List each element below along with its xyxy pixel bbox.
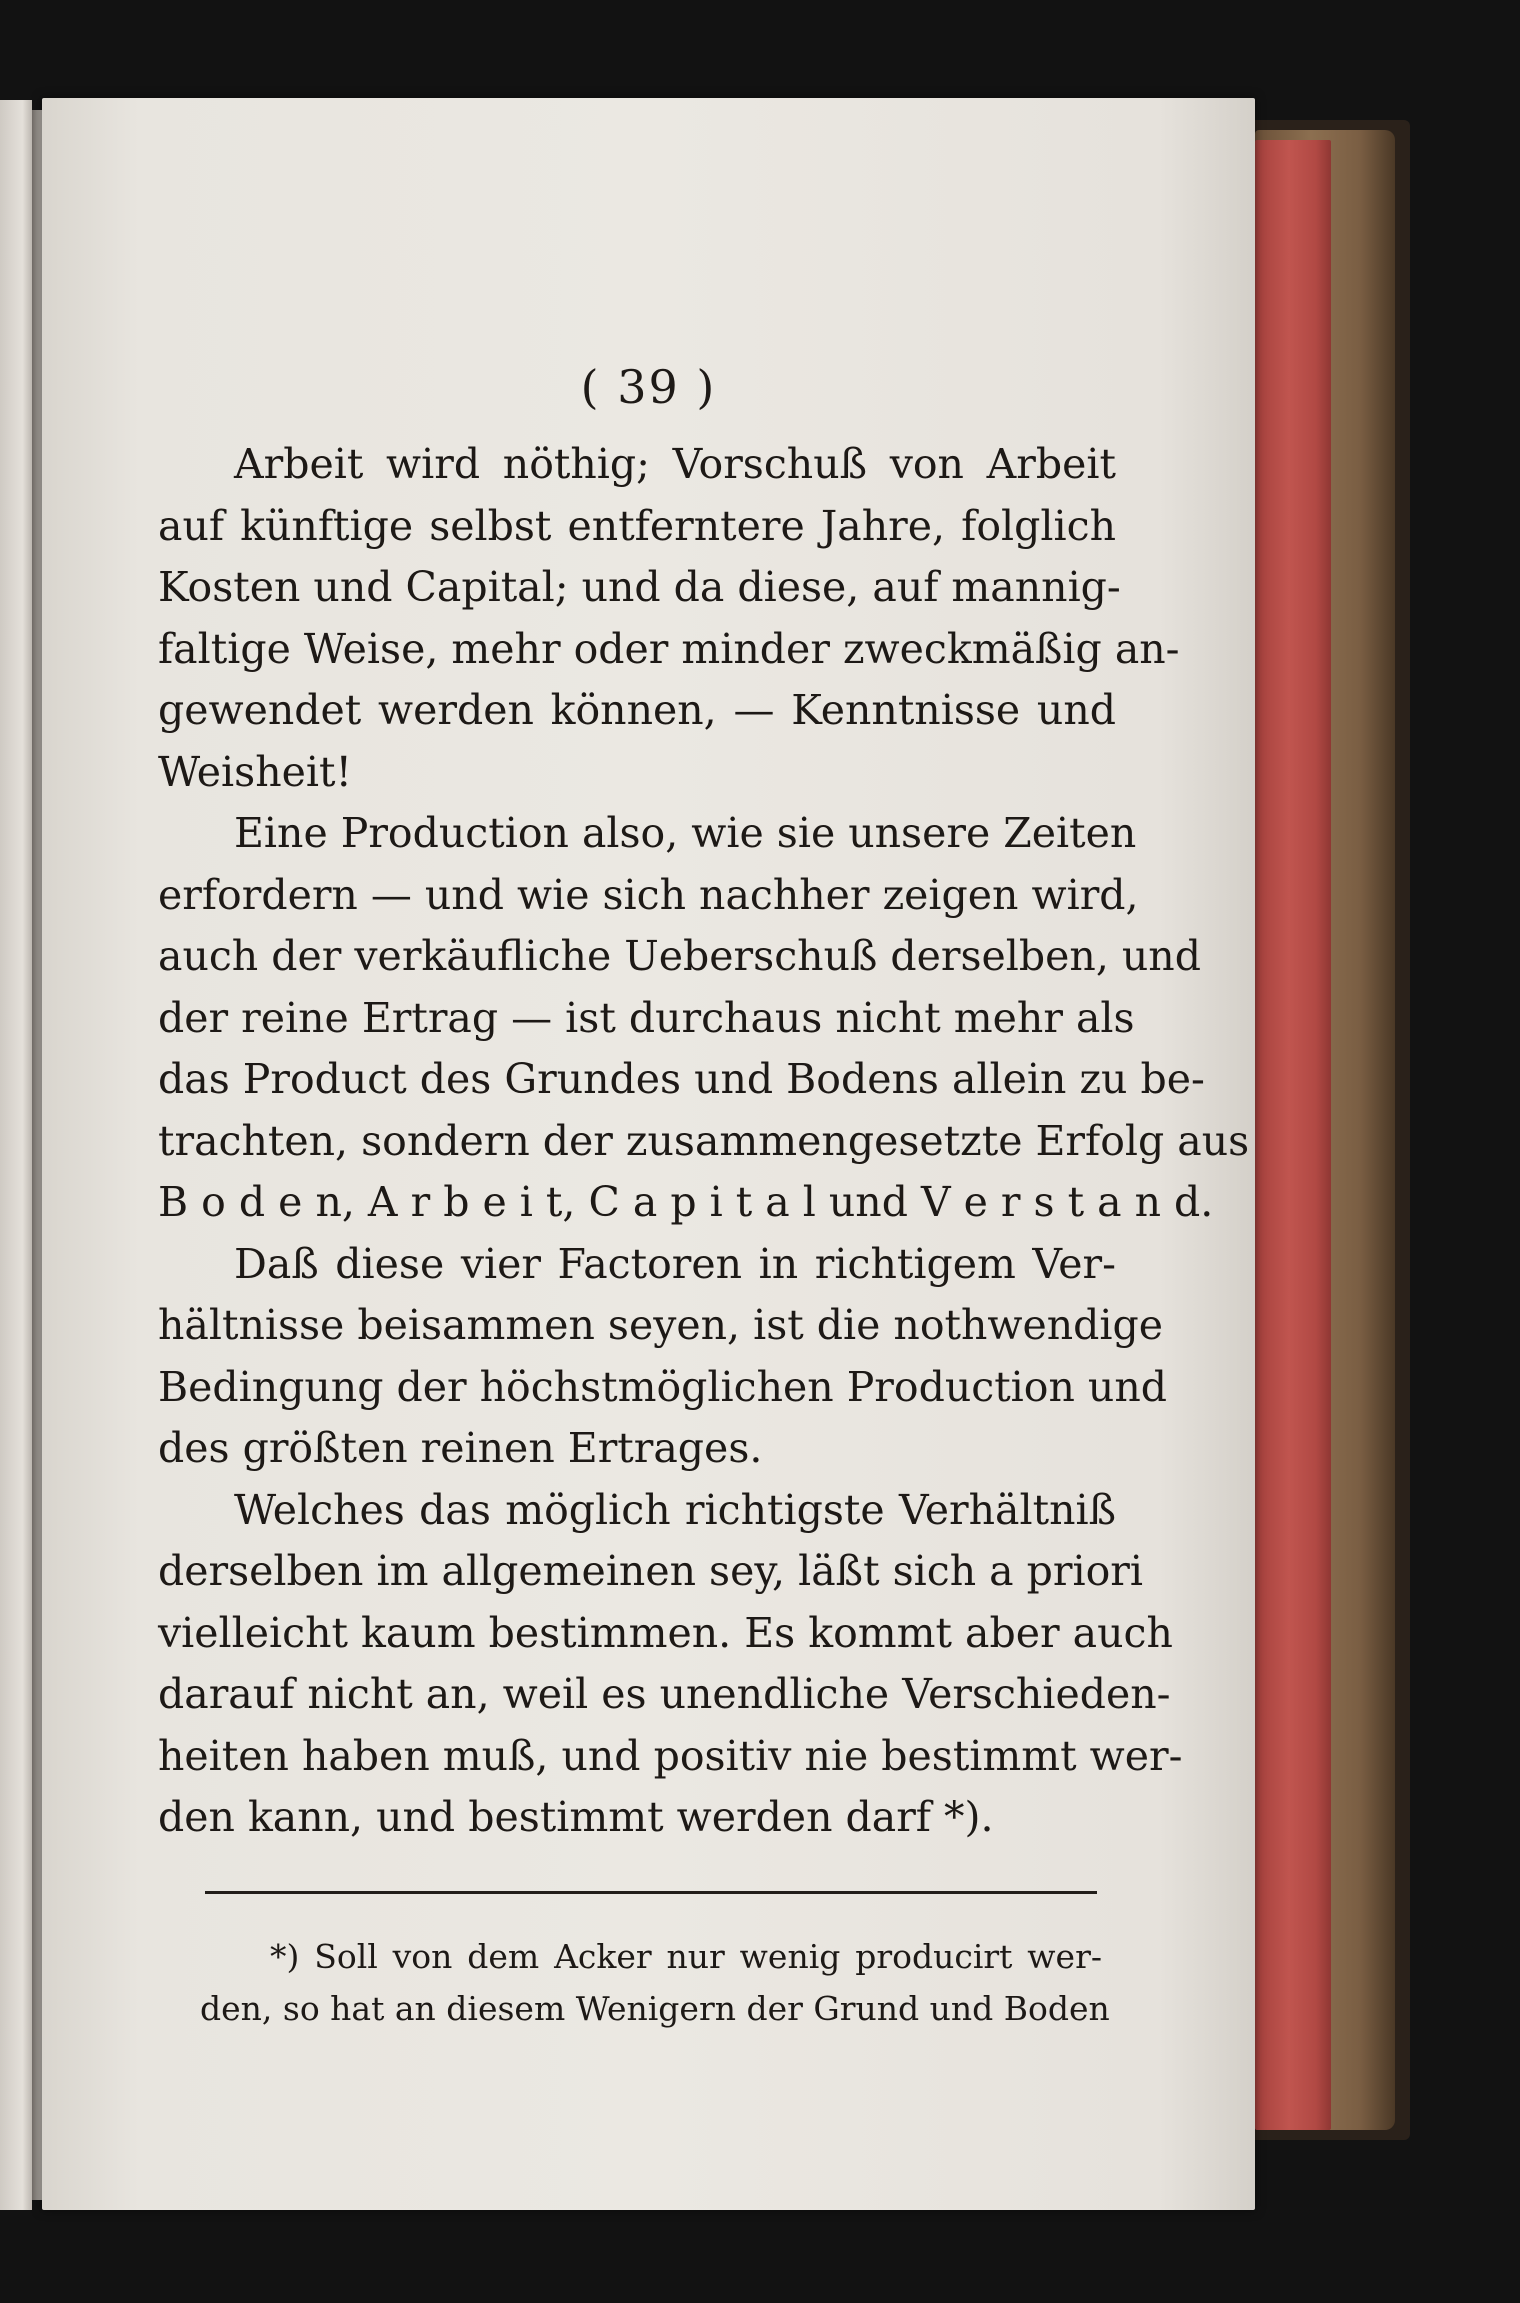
text-line: auch der verkäufliche Ueberschuß derselben, und: [158, 932, 1201, 980]
text-line: Eine Production also, wie sie unsere Zeiten: [234, 809, 1137, 857]
text-line: Arbeit wird nöthig; Vorschuß von Arbeit: [234, 440, 1116, 488]
text-line: B o d e n, A r b e i t, C a p i t a l und V e r s t a n d.: [158, 1178, 1214, 1226]
text-line: Daß diese vier Factoren in richtigem Ver-: [234, 1239, 1116, 1288]
footnote: [200, 1931, 1110, 2035]
text-line: Kosten und Capital; und da diese, auf mannig-: [158, 563, 1121, 611]
text-line: faltige Weise, mehr oder minder zweckmäßig an-: [158, 624, 1180, 673]
text-line: Bedingung der höchstmöglichen Production und: [158, 1362, 1167, 1411]
text-line: trachten, sondern der zusammengesetzte Erfolg aus: [158, 1116, 1250, 1165]
book-gutter: [32, 110, 42, 2200]
text-line: derselben im allgemeinen sey, läßt sich a priori: [158, 1547, 1143, 1595]
footnote-separator: [205, 1891, 1097, 1894]
text-line: erfordern — und wie sich nachher zeigen wird,: [158, 870, 1139, 919]
text-line: darauf nicht an, weil es unendliche Verschieden-: [158, 1670, 1171, 1718]
text-line: Weisheit!: [158, 747, 352, 796]
text-line: vielleicht kaum bestimmen. Es kommt aber auch: [158, 1608, 1173, 1657]
text-line: das Product des Grundes und Bodens allein zu be-: [158, 1055, 1205, 1103]
text-line: auf künftige selbst entferntere Jahre, folglich: [158, 501, 1116, 550]
text-line: des größten reinen Ertrages.: [158, 1424, 763, 1472]
book-page: [42, 98, 1255, 2210]
page-number: ( 39 ): [580, 360, 717, 414]
body-text: [158, 434, 1250, 1849]
text-line: hältnisse beisammen seyen, ist die nothwendige: [158, 1301, 1164, 1349]
text-line: der reine Ertrag — ist durchaus nicht mehr als: [158, 993, 1135, 1042]
left-page-edge: [0, 100, 32, 2210]
text-line: den kann, und bestimmt werden darf *).: [158, 1793, 994, 1841]
footnote-line: *) Soll von dem Acker nur wenig producirt wer-: [270, 1937, 1102, 1976]
text-line: gewendet werden können, — Kenntnisse und: [158, 686, 1116, 734]
text-line: heiten haben muß, und positiv nie bestimmt wer-: [158, 1731, 1183, 1780]
text-line: Welches das möglich richtigste Verhältniß: [234, 1485, 1116, 1534]
footnote-line: den, so hat an diesem Wenigern der Grund und Boden: [200, 1989, 1110, 2028]
red-page-edges: [1255, 140, 1331, 2130]
